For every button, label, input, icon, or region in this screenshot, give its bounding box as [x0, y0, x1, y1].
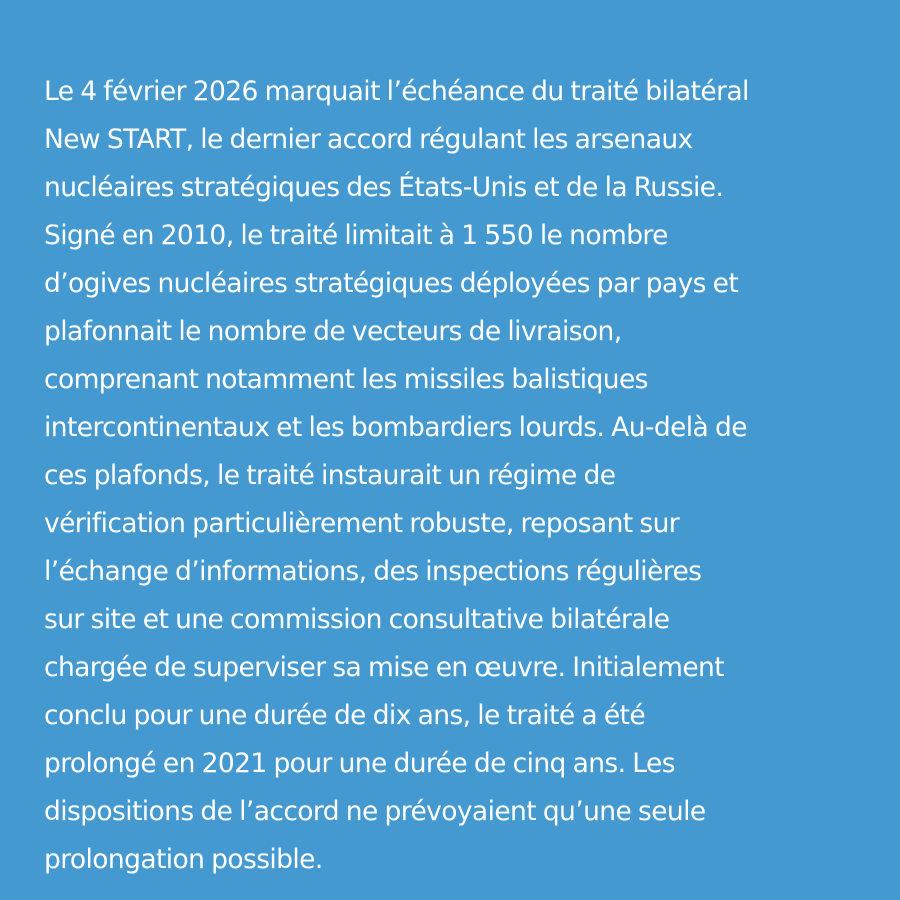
paragraph-line: nucléaires stratégiques des États-Unis et de la Russie.: [44, 172, 724, 203]
paragraph-line: prolongation possible.: [44, 844, 323, 875]
paragraph-line: prolongé en 2021 pour une durée de cinq ans. Les: [44, 748, 675, 779]
paragraph-line: Signé en 2010, le traité limitait à 1 550 le nombre: [44, 220, 668, 251]
paragraph-line: intercontinentaux et les bombardiers lourds. Au-delà de: [44, 412, 747, 443]
paragraph-line: sur site et une commission consultative bilatérale: [44, 604, 670, 635]
body-paragraph: [44, 68, 896, 884]
paragraph-line: conclu pour une durée de dix ans, le traité a été: [44, 700, 646, 731]
paragraph-line: Le 4 février 2026 marquait l’échéance du traité bilatéral: [44, 76, 749, 107]
paragraph-line: d’ogives nucléaires stratégiques déployées par pays et: [44, 268, 739, 299]
paragraph-line: plafonnait le nombre de vecteurs de livraison,: [44, 316, 622, 347]
paragraph-line: vérification particulièrement robuste, reposant sur: [44, 508, 680, 539]
paragraph-line: chargée de superviser sa mise en œuvre. Initialement: [44, 652, 725, 683]
paragraph-line: New START, le dernier accord régulant les arsenaux: [44, 124, 693, 155]
paragraph-line: comprenant notamment les missiles balistiques: [44, 364, 648, 395]
paragraph-line: dispositions de l’accord ne prévoyaient qu’une seule: [44, 796, 706, 827]
paragraph-line: l’échange d’informations, des inspections régulières: [44, 556, 702, 587]
paragraph-line: ces plafonds, le traité instaurait un régime de: [44, 460, 616, 491]
